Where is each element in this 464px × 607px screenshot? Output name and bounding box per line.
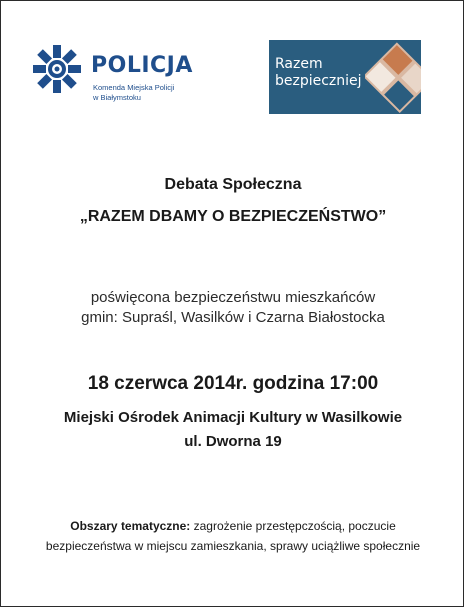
razem-graphic-icon	[365, 40, 421, 114]
razem-logo-line2: bezpieczniej	[275, 73, 362, 89]
topics-section	[21, 516, 445, 556]
police-subtitle	[93, 83, 174, 103]
topics-text-line2: bezpieczeństwa w miejscu zamieszkania, sprawy uciążliwe społecznie	[45, 539, 421, 553]
event-slogan: „RAZEM DBAMY O BEZPIECZEŃSTWO”	[79, 208, 387, 225]
event-subtitle-line2: gmin: Supraśl, Wasilków i Czarna Białostocka	[81, 309, 385, 326]
event-date: 18 czerwca 2014r. godzina 17:00	[87, 373, 379, 394]
topics-label: Obszary tematyczne:	[70, 519, 191, 533]
police-star-icon	[31, 43, 83, 95]
razem-logo-text	[275, 56, 362, 90]
police-subtitle-line2: w Białymstoku	[93, 93, 141, 102]
event-title: Debata Społeczna	[164, 176, 302, 193]
police-subtitle-line1: Komenda Miejska Policji	[93, 83, 175, 92]
venue-name: Miejski Ośrodek Animacji Kultury w Wasilkowie	[63, 409, 403, 426]
razem-bezpieczniej-logo	[269, 40, 421, 114]
razem-logo-line1: Razem	[275, 56, 323, 72]
venue-address: ul. Dworna 19	[184, 433, 282, 450]
police-wordmark: POLICJA	[91, 53, 193, 78]
police-logo	[31, 41, 221, 111]
topics-line1	[21, 516, 445, 536]
topics-text-line1: zagrożenie przestępczością, poczucie	[190, 519, 396, 533]
event-subtitle-line1: poświęcona bezpieczeństwu mieszkańców	[90, 289, 376, 306]
